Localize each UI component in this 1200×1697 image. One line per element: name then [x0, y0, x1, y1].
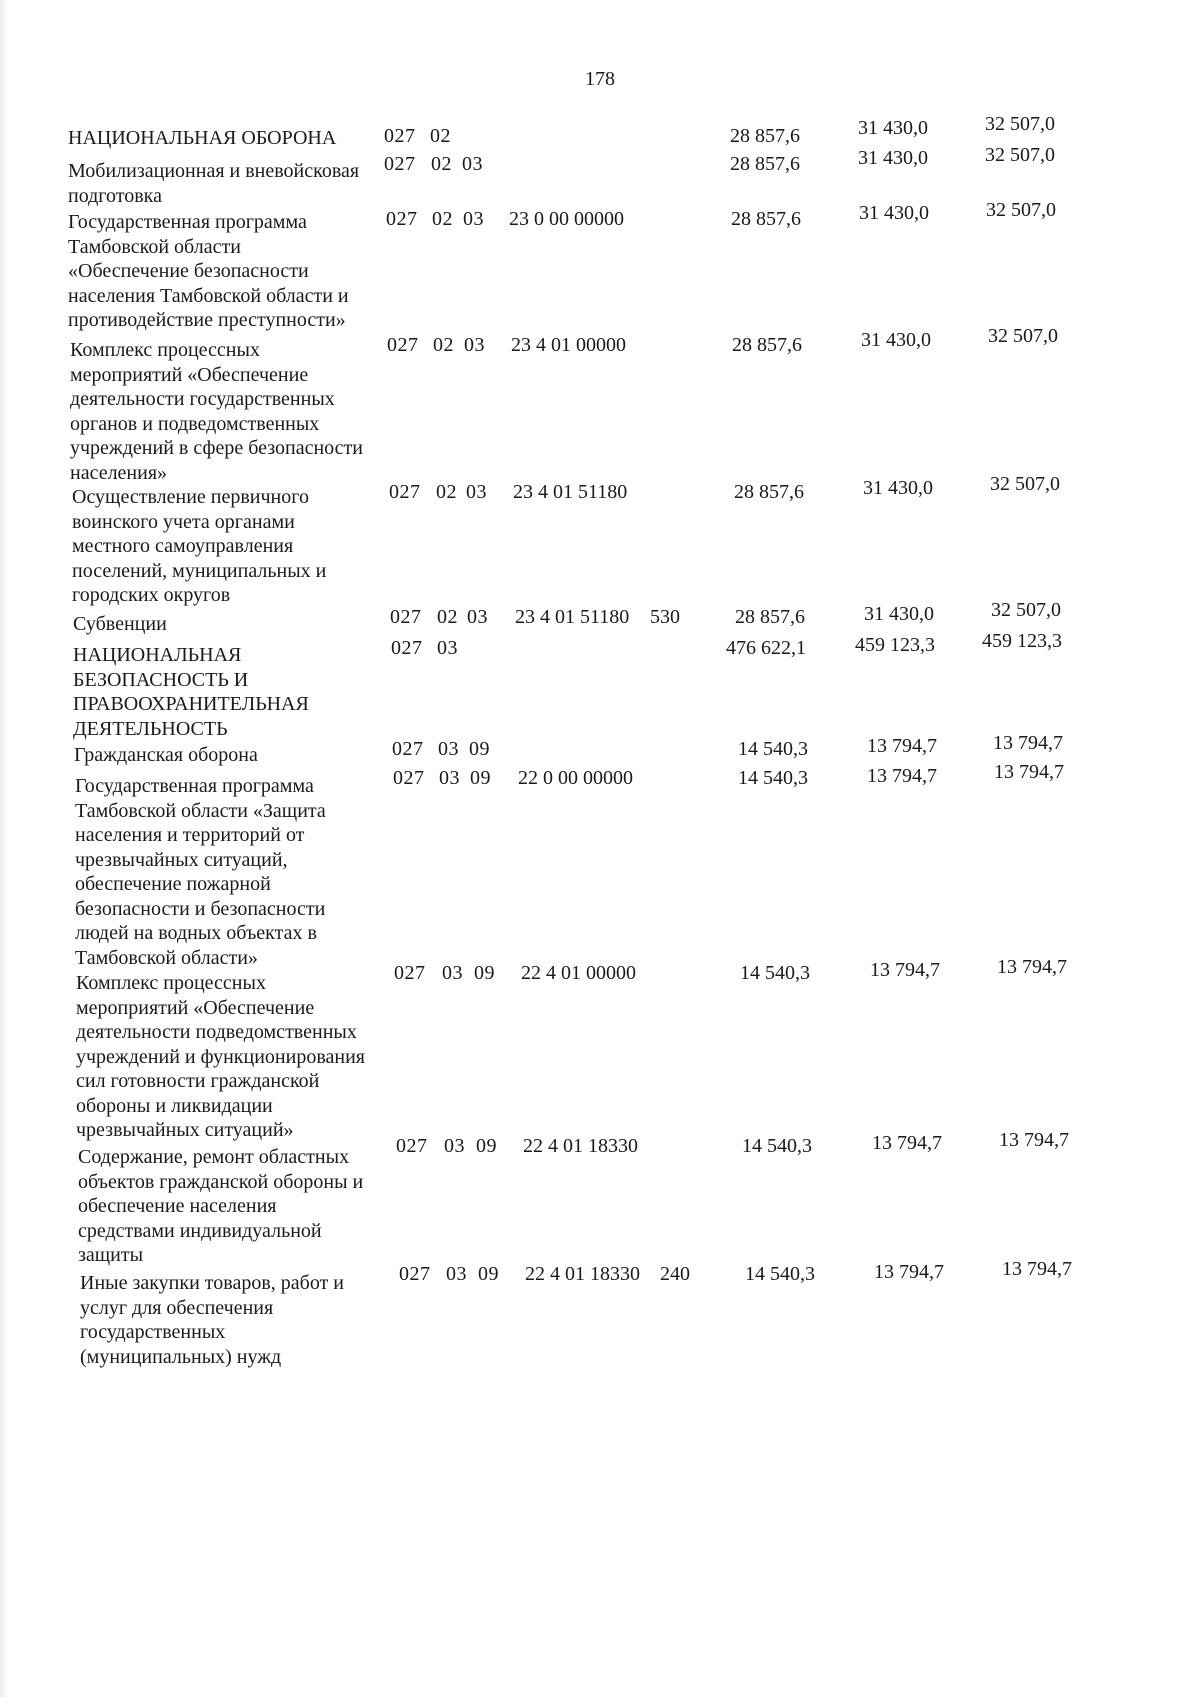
ministry-code: 027: [394, 962, 426, 984]
section-code: 02: [432, 208, 453, 230]
subsection-code: 03: [464, 334, 485, 356]
amount-year-2: 31 430,0: [861, 329, 931, 351]
amount-year-2: 31 430,0: [864, 603, 934, 625]
amount-year-3: 13 794,7: [1002, 1258, 1072, 1280]
ministry-code: 027: [392, 738, 424, 760]
ministry-code: 027: [391, 637, 423, 659]
amount-year-2: 13 794,7: [874, 1261, 944, 1283]
amount-year-2: 31 430,0: [858, 147, 928, 169]
amount-year-3: 13 794,7: [999, 1129, 1069, 1151]
ministry-code: 027: [396, 1135, 428, 1157]
section-code: 03: [446, 1263, 467, 1285]
amount-year-3: 32 507,0: [991, 599, 1061, 621]
amount-year-3: 13 794,7: [994, 761, 1064, 783]
row-name: Государственная программа Тамбовской области «Защита населения и территорий от чрезвычайных ситуаций, обеспечение пожарной безопасности и безопасности людей на водных объектах в Тамбовской области»: [75, 775, 326, 969]
subsection-code: 03: [462, 153, 483, 175]
section-code: 02: [437, 606, 458, 628]
section-code: 03: [442, 962, 463, 984]
ministry-code: 027: [384, 125, 416, 147]
row-name: Государственная программа Тамбовской области «Обеспечение безопасности населения Тамбовской области и противодействие преступности»: [68, 211, 349, 331]
row-name: Осуществление первичного воинского учета органами местного самоуправления поселений, муниципальных и городских округов: [72, 486, 327, 606]
section-code: 03: [437, 637, 458, 659]
amount-year-1: 28 857,6: [730, 125, 800, 147]
amount-year-1: 14 540,3: [740, 962, 810, 984]
section-code: 03: [444, 1135, 465, 1157]
amount-year-2: 31 430,0: [858, 117, 928, 139]
target-article-code: 22 0 00 00000: [518, 767, 633, 789]
row-name: Комплекс процессных мероприятий «Обеспечение деятельности подведомственных учреждений и функционирования сил готовности гражданской обороны и ликвидации чрезвычайных ситуаций»: [76, 972, 365, 1141]
row-name: НАЦИОНАЛЬНАЯ ОБОРОНА: [68, 127, 337, 149]
row-name: Иные закупки товаров, работ и услуг для обеспечения государственных (муниципальных) нужд: [80, 1272, 345, 1368]
section-code: 02: [433, 334, 454, 356]
amount-year-1: 476 622,1: [726, 637, 806, 659]
amount-year-2: 13 794,7: [872, 1132, 942, 1154]
expense-type-code: 240: [660, 1263, 690, 1285]
section-code: 02: [431, 153, 452, 175]
amount-year-1: 14 540,3: [742, 1135, 812, 1157]
target-article-code: 23 4 01 51180: [513, 481, 628, 503]
section-code: 02: [436, 481, 457, 503]
amount-year-3: 13 794,7: [993, 732, 1063, 754]
ministry-code: 027: [390, 606, 422, 628]
amount-year-3: 13 794,7: [997, 956, 1067, 978]
row-name: Мобилизационная и вневойсковая подготовка: [68, 160, 360, 207]
target-article-code: 22 4 01 18330: [525, 1263, 640, 1285]
amount-year-1: 14 540,3: [738, 738, 808, 760]
row-name: Содержание, ремонт областных объектов гражданской обороны и обеспечение населения средствами индивидуальной защиты: [78, 1146, 364, 1266]
amount-year-3: 32 507,0: [985, 144, 1055, 166]
target-article-code: 23 0 00 00000: [509, 208, 624, 230]
subsection-code: 09: [478, 1263, 499, 1285]
amount-year-1: 28 857,6: [730, 153, 800, 175]
row-name: Комплекс процессных мероприятий «Обеспечение деятельности государственных органов и подведомственных учреждений в сфере безопасности населения»: [70, 339, 363, 484]
row-name: Субвенции: [73, 613, 167, 635]
amount-year-1: 14 540,3: [745, 1263, 815, 1285]
amount-year-3: 459 123,3: [982, 630, 1062, 652]
row-name: Гражданская оборона: [74, 744, 258, 766]
page-number: 178: [585, 68, 615, 90]
subsection-code: 09: [470, 767, 491, 789]
amount-year-2: 13 794,7: [867, 765, 937, 787]
amount-year-2: 459 123,3: [855, 634, 935, 656]
amount-year-2: 31 430,0: [859, 202, 929, 224]
section-code: 03: [438, 738, 459, 760]
amount-year-1: 28 857,6: [732, 334, 802, 356]
amount-year-2: 31 430,0: [863, 477, 933, 499]
amount-year-1: 28 857,6: [731, 208, 801, 230]
amount-year-3: 32 507,0: [986, 199, 1056, 221]
target-article-code: 23 4 01 00000: [511, 334, 626, 356]
amount-year-1: 14 540,3: [738, 767, 808, 789]
amount-year-2: 13 794,7: [870, 959, 940, 981]
amount-year-2: 13 794,7: [867, 735, 937, 757]
subsection-code: 03: [467, 606, 488, 628]
target-article-code: 23 4 01 51180: [515, 606, 630, 628]
ministry-code: 027: [387, 334, 419, 356]
subsection-code: 03: [466, 481, 487, 503]
amount-year-3: 32 507,0: [988, 325, 1058, 347]
ministry-code: 027: [393, 767, 425, 789]
ministry-code: 027: [389, 481, 421, 503]
subsection-code: 03: [463, 208, 484, 230]
subsection-code: 09: [474, 962, 495, 984]
subsection-code: 09: [469, 738, 490, 760]
expense-type-code: 530: [650, 606, 680, 628]
ministry-code: 027: [399, 1263, 431, 1285]
target-article-code: 22 4 01 00000: [521, 962, 636, 984]
ministry-code: 027: [386, 208, 418, 230]
section-code: 02: [430, 125, 451, 147]
row-name: НАЦИОНАЛЬНАЯ БЕЗОПАСНОСТЬ И ПРАВООХРАНИТЕЛЬНАЯ ДЕЯТЕЛЬНОСТЬ: [73, 644, 309, 740]
amount-year-1: 28 857,6: [734, 481, 804, 503]
subsection-code: 09: [476, 1135, 497, 1157]
ministry-code: 027: [384, 153, 416, 175]
amount-year-3: 32 507,0: [990, 473, 1060, 495]
amount-year-3: 32 507,0: [985, 113, 1055, 135]
target-article-code: 22 4 01 18330: [523, 1135, 638, 1157]
section-code: 03: [439, 767, 460, 789]
amount-year-1: 28 857,6: [735, 606, 805, 628]
